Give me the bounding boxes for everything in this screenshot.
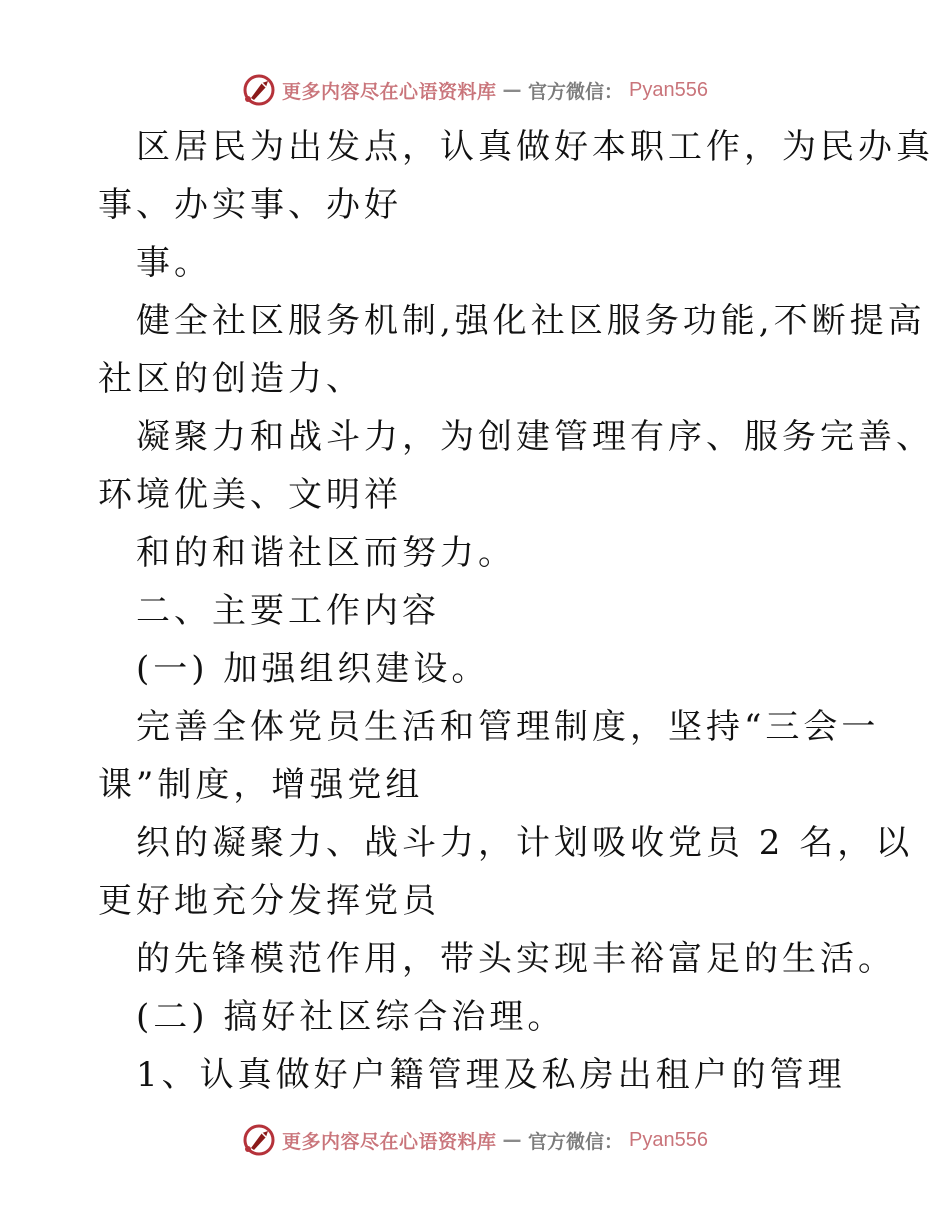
paragraph-line: 环境优美、文明祥 (98, 475, 402, 515)
paragraph-line: 事、办实事、办好 (98, 185, 402, 225)
paragraph-line: 凝聚力和战斗力，为创建管理有序、服务完善、 (136, 417, 934, 457)
pen-nib-logo-icon (242, 73, 276, 107)
footer-banner (0, 1120, 950, 1160)
brand-dash: — (502, 79, 523, 101)
paragraph-line: 区居民为出发点，认真做好本职工作，为民办真 (136, 127, 934, 167)
document-body (98, 118, 934, 1104)
wechat-label: 官方微信： (528, 80, 624, 103)
paragraph-line: 事。 (136, 243, 212, 283)
paragraph-line: 健全社区服务机制,强化社区服务功能,不断提高 (136, 301, 926, 341)
paragraph-line: 织的凝聚力、战斗力，计划吸收党员 2 名，以 (136, 823, 914, 863)
wechat-id: Pyan556 (629, 78, 708, 101)
paragraph-line: 更好地充分发挥党员 (98, 881, 440, 921)
paragraph-line: 课”制度，增强党组 (98, 765, 424, 805)
subsection-heading: (一) 加强组织建设。 (136, 649, 490, 689)
wechat-id: Pyan556 (629, 1128, 708, 1151)
brand-dash: — (502, 1129, 523, 1151)
header-banner (0, 70, 950, 110)
paragraph-line: 的先锋模范作用，带头实现丰裕富足的生活。 (136, 939, 896, 979)
subsection-heading: (二) 搞好社区综合治理。 (136, 997, 566, 1037)
paragraph-line: 1、认真做好户籍管理及私房出租户的管理 (136, 1055, 846, 1095)
pen-nib-logo-icon (242, 1123, 276, 1157)
section-heading: 二、主要工作内容 (136, 591, 440, 631)
paragraph-line: 完善全体党员生活和管理制度，坚持“三会一 (136, 707, 880, 747)
paragraph-line: 社区的创造力、 (98, 359, 364, 399)
brand-text: 更多内容尽在心语资料库 (282, 1130, 497, 1153)
paragraph-line: 和的和谐社区而努力。 (136, 533, 516, 573)
brand-text: 更多内容尽在心语资料库 (282, 80, 497, 103)
wechat-label: 官方微信： (528, 1130, 624, 1153)
